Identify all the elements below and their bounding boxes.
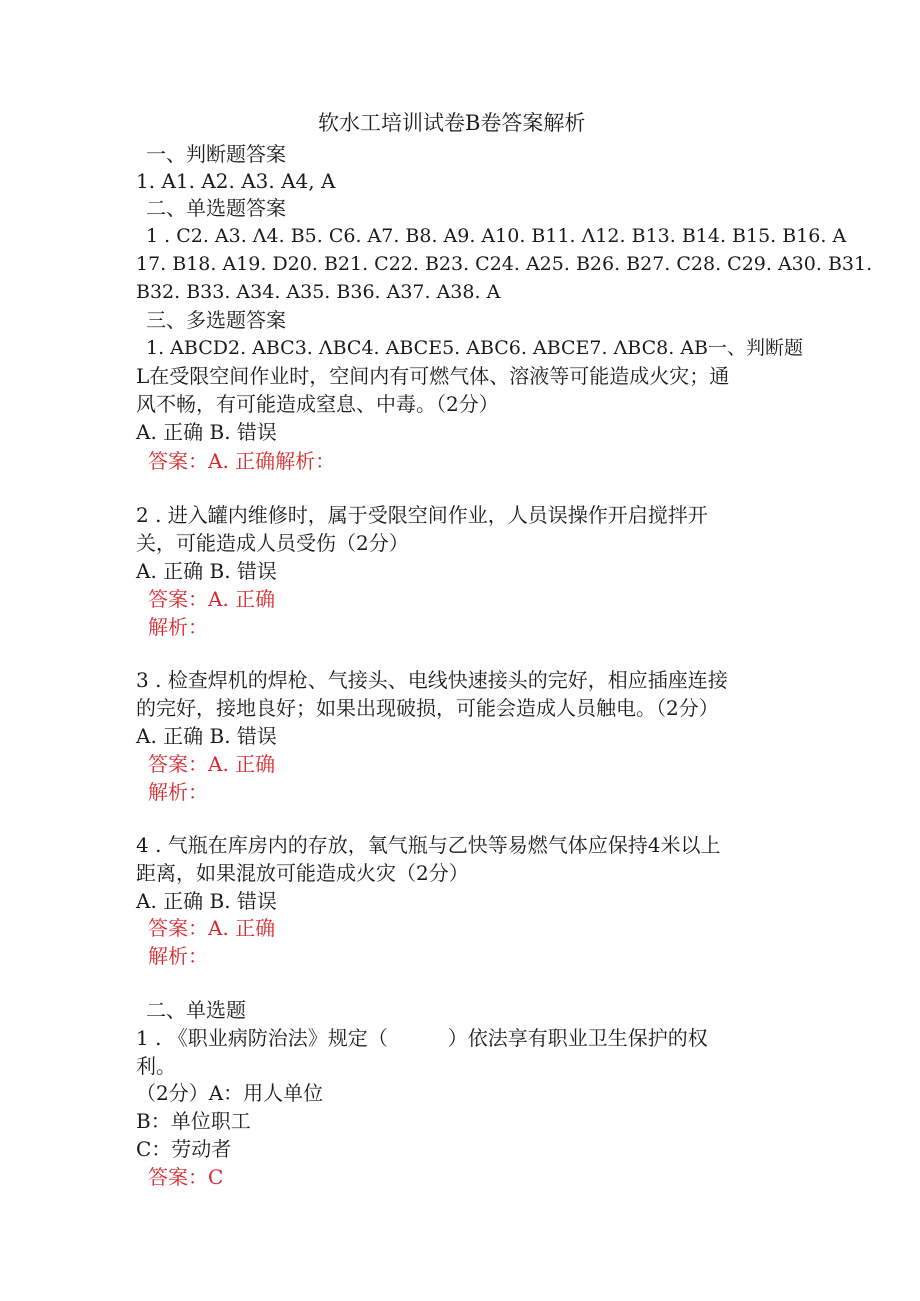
single-answers-header: 二、单选题答案 — [146, 196, 286, 220]
judge-q3-options: A. 正确 B. 错误 — [136, 724, 277, 748]
single-answers-line-1: 1 . C2. A3. Λ4. B5. C6. A7. B8. A9. A10. B11. Λ12. B13. B14. B15. B16. A — [146, 225, 847, 247]
judge-q3-analysis: 解析： — [148, 780, 208, 804]
single-q1-line-2: 利。 — [136, 1054, 176, 1078]
judge-q1-answer: 答案：A. 正确解析： — [148, 449, 336, 473]
judge-q2-line-1: 2 . 进入罐内维修时，属于受限空间作业，人员误操作开启搅拌开 — [136, 503, 708, 527]
multi-answers-header: 三、多选题答案 — [146, 308, 286, 332]
single-q1-answer: 答案：C — [148, 1165, 224, 1189]
single-answers-line-2: 17. B18. A19. D20. B21. C22. B23. C24. A25. B26. B27. C28. C29. A30. B31. — [136, 253, 873, 275]
single-q1-line-1: 1 . 《职业病防治法》规定（ ）依法享有职业卫生保护的权 — [136, 1026, 708, 1050]
multi-answers-line: 1. ABCD2. ABC3. ΛBC4. ABCE5. ABC6. ABCE7. ΛBC8. AB一、判断题 — [146, 337, 804, 359]
judge-q4-answer: 答案：A. 正确 — [148, 916, 276, 940]
judge-answers-header: 一、判断题答案 — [146, 142, 286, 166]
judge-q3-line-2: 的完好，接地良好；如果出现破损，可能会造成人员触电。（2分） — [136, 696, 719, 720]
judge-q3-line-1: 3 . 检查焊机的焊枪、气接头、电线快速接头的完好，相应插座连接 — [136, 668, 728, 692]
judge-answers-line: 1. A1. A2. A3. A4, A — [136, 169, 336, 193]
single-q1-line-3: （2分）A：用人单位 — [136, 1081, 324, 1105]
judge-q4-analysis: 解析： — [148, 944, 208, 968]
judge-q2-options: A. 正确 B. 错误 — [136, 559, 277, 583]
single-q1-option-c: C：劳动者 — [136, 1137, 232, 1161]
judge-q2-line-2: 关，可能造成人员受伤（2分） — [136, 531, 409, 555]
judge-q1-line-1: L在受限空间作业时，空间内有可燃气体、溶液等可能造成火灾；通 — [136, 364, 730, 388]
single-q1-option-b: B：单位职工 — [136, 1109, 251, 1133]
judge-q1-options: A. 正确 B. 错误 — [136, 420, 277, 444]
judge-q1-line-2: 风不畅，有可能造成窒息、中毒。（2分） — [136, 392, 499, 416]
single-answers-line-3: B32. B33. A34. A35. B36. A37. A38. A — [136, 281, 501, 303]
judge-q4-line-1: 4 . 气瓶在库房内的存放，氧气瓶与乙快等易燃气体应保持4米以上 — [136, 833, 721, 857]
judge-q4-options: A. 正确 B. 错误 — [136, 889, 277, 913]
judge-q2-answer: 答案：A. 正确 — [148, 587, 276, 611]
judge-q3-answer: 答案：A. 正确 — [148, 752, 276, 776]
single-section-header: 二、单选题 — [146, 998, 246, 1022]
judge-q4-line-2: 距离，如果混放可能造成火灾（2分） — [136, 861, 469, 885]
judge-q2-analysis: 解析： — [148, 615, 208, 639]
document-title: 软水工培训试卷B卷答案解析 — [318, 111, 586, 135]
